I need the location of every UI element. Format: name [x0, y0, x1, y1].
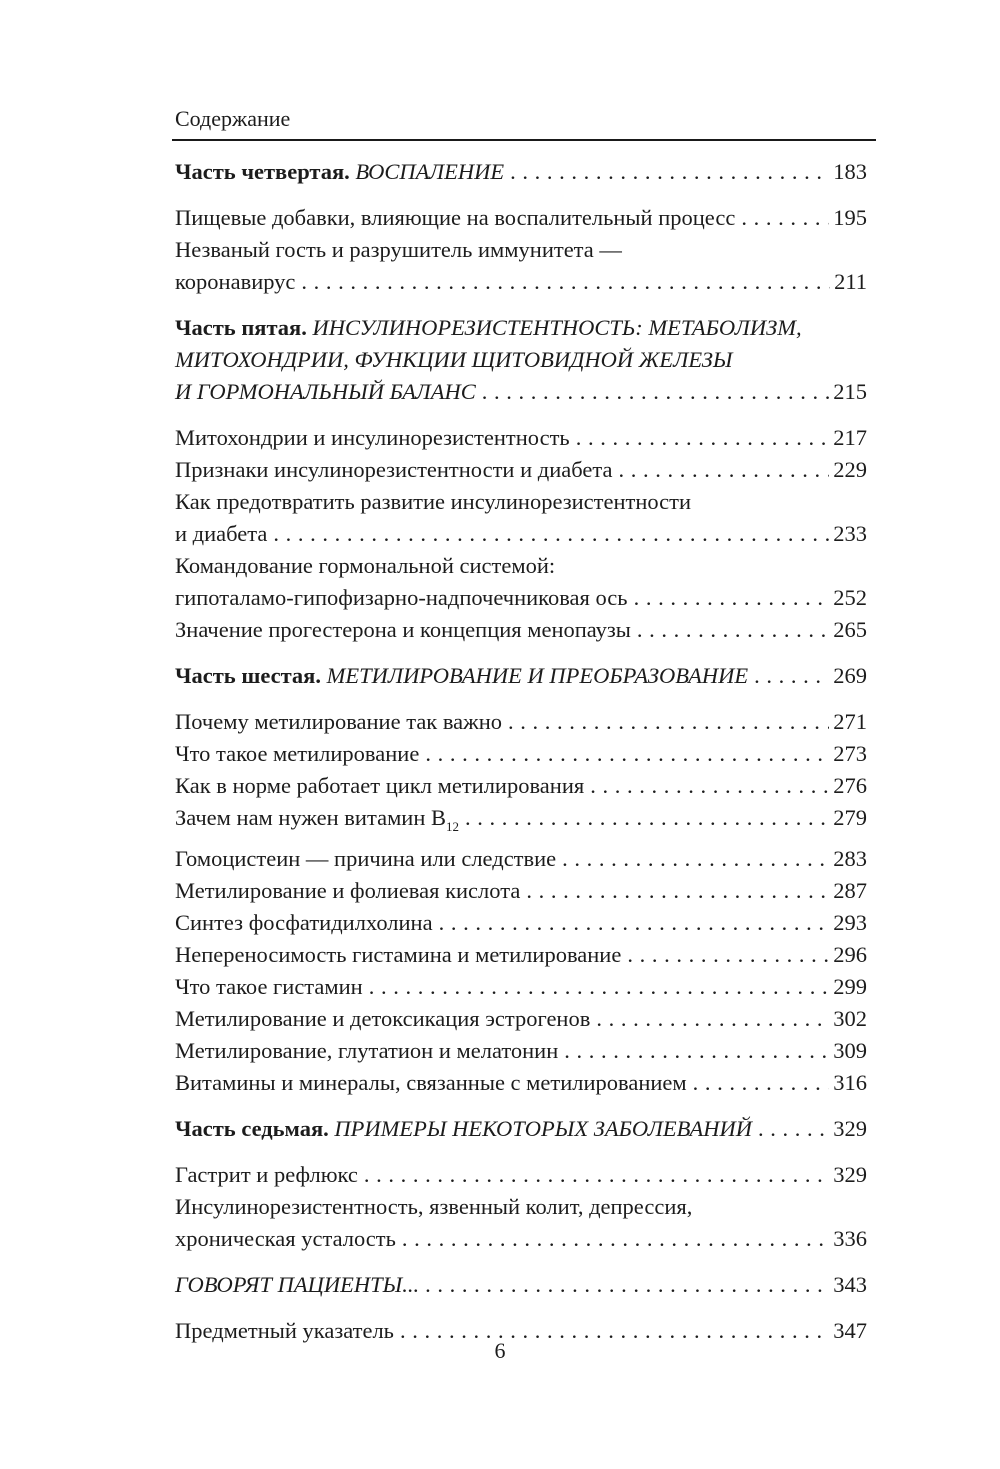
page-ref: 217 [833, 425, 867, 450]
part-title: ВОСПАЛЕНИЕ [355, 159, 505, 184]
part-label: Часть шестая. [175, 663, 321, 688]
leader-dots [687, 1067, 830, 1099]
entry-title: Синтез фосфатидилхолина [175, 910, 433, 935]
page-ref: 287 [833, 878, 867, 903]
leader-dots [433, 907, 830, 939]
leader-dots [396, 1223, 829, 1255]
entry-title-line: гипоталамо-гипофизарно-надпочечниковая ось [175, 585, 628, 610]
toc-entry[interactable] [175, 234, 867, 298]
leader-dots [358, 1159, 829, 1191]
leader-dots [752, 1113, 829, 1145]
page-ref: 336 [833, 1226, 867, 1251]
page-ref: 347 [833, 1318, 867, 1343]
page-ref: 293 [833, 910, 867, 935]
part-title-line: МИТОХОНДРИИ, ФУНКЦИИ ЩИТОВИДНОЙ ЖЕЛЕЗЫ [175, 347, 733, 372]
page-ref: 329 [833, 1116, 867, 1141]
leader-dots [735, 202, 829, 234]
subscript: 12 [446, 819, 460, 834]
page-ref: 229 [833, 457, 867, 482]
entry-title: Метилирование и детоксикация эстрогенов [175, 1006, 591, 1031]
page-ref: 273 [833, 741, 867, 766]
toc-entry[interactable] [175, 202, 867, 234]
entry-title: ГОВОРЯТ ПАЦИЕНТЫ... [175, 1272, 420, 1297]
leader-dots [476, 376, 829, 408]
page-ref: 211 [834, 269, 867, 294]
entry-title: Метилирование и фолиевая кислота [175, 878, 521, 903]
part-title-line: И ГОРМОНАЛЬНЫЙ БАЛАНС [175, 379, 476, 404]
toc-entry[interactable] [175, 486, 867, 550]
toc-part-6[interactable] [175, 660, 867, 692]
part-label: Часть четвертая. [175, 159, 350, 184]
page-ref: 276 [833, 773, 867, 798]
page-ref: 283 [833, 846, 867, 871]
leader-dots [570, 422, 830, 454]
leader-dots [631, 614, 829, 646]
leader-dots [295, 266, 830, 298]
leader-dots [584, 770, 829, 802]
page-ref: 271 [833, 709, 867, 734]
leader-dots [459, 802, 829, 834]
entry-title: Митохондрии и инсулинорезистентность [175, 425, 570, 450]
leader-dots [628, 582, 830, 614]
toc-entry[interactable] [175, 1067, 867, 1099]
entry-title: Значение прогестерона и концепция менопаузы [175, 617, 631, 642]
header-rule [172, 139, 876, 141]
entry-title: Предметный указатель [175, 1318, 394, 1343]
page-ref: 265 [833, 617, 867, 642]
entry-title: Метилирование, глутатион и мелатонин [175, 1038, 559, 1063]
toc-entry[interactable] [175, 614, 867, 646]
toc-entry[interactable] [175, 802, 867, 843]
toc-entry[interactable] [175, 1159, 867, 1191]
toc-entry[interactable] [175, 875, 867, 907]
leader-dots [590, 1003, 829, 1035]
page-ref: 233 [833, 521, 867, 546]
running-head: Содержание [175, 106, 291, 131]
part-title: ПРИМЕРЫ НЕКОТОРЫХ ЗАБОЛЕВАНИЙ [334, 1116, 752, 1141]
leader-dots [419, 738, 829, 770]
toc-entry[interactable] [175, 770, 867, 802]
page-ref: 309 [833, 1038, 867, 1063]
toc-entry-patients[interactable] [175, 1269, 867, 1301]
entry-title: Почему метилирование так важно [175, 709, 503, 734]
entry-title: Что такое метилирование [175, 741, 420, 766]
entry-title-line: коронавирус [175, 269, 296, 294]
page-ref: 279 [833, 805, 867, 830]
entry-title: Признаки инсулинорезистентности и диабета [175, 457, 613, 482]
page-ref: 183 [833, 159, 867, 184]
leader-dots [556, 843, 829, 875]
entry-title: Витамины и минералы, связанные с метилированием [175, 1070, 687, 1095]
page-ref: 316 [833, 1070, 867, 1095]
page-ref: 343 [833, 1272, 867, 1297]
entry-title: Что такое гистамин [175, 974, 363, 999]
toc-entry[interactable] [175, 1035, 867, 1067]
toc-entry[interactable] [175, 738, 867, 770]
entry-title: Гастрит и рефлюкс [175, 1162, 358, 1187]
part-label: Часть пятая. [175, 315, 307, 340]
toc-entry[interactable] [175, 706, 867, 738]
entry-title: Непереносимость гистамина и метилирование [175, 942, 622, 967]
entry-title: Зачем нам нужен витамин B [175, 805, 447, 830]
toc-entry[interactable] [175, 550, 867, 614]
toc-entry[interactable] [175, 907, 867, 939]
toc-entry[interactable] [175, 843, 867, 875]
part-title-line: ИНСУЛИНОРЕЗИСТЕНТНОСТЬ: МЕТАБОЛИЗМ, [312, 315, 802, 340]
leader-dots [502, 706, 829, 738]
entry-title-line: хроническая усталость [175, 1226, 396, 1251]
leader-dots [267, 518, 829, 550]
toc-part-5[interactable] [175, 312, 867, 408]
toc-part-7[interactable] [175, 1113, 867, 1145]
entry-title: Пищевые добавки, влияющие на воспалительный процесс [175, 205, 736, 230]
entry-title-line: и диабета [175, 521, 268, 546]
page-ref: 299 [833, 974, 867, 999]
leader-dots [748, 660, 829, 692]
page-ref: 296 [833, 942, 867, 967]
toc-entry[interactable] [175, 422, 867, 454]
leader-dots [558, 1035, 829, 1067]
leader-dots [612, 454, 829, 486]
toc-entry[interactable] [175, 454, 867, 486]
toc-entry[interactable] [175, 939, 867, 971]
part-label: Часть седьмая. [175, 1116, 329, 1141]
entry-title-line: Незваный гость и разрушитель иммунитета — [175, 237, 622, 262]
toc-entry[interactable] [175, 1191, 867, 1255]
page-ref: 329 [833, 1162, 867, 1187]
leader-dots [520, 875, 829, 907]
page-ref: 215 [833, 379, 867, 404]
leader-dots [363, 971, 830, 1003]
page-ref: 195 [833, 205, 867, 230]
entry-title-line: Командование гормональной системой: [175, 553, 556, 578]
toc-entry[interactable] [175, 971, 867, 1003]
table-of-contents [175, 150, 867, 1347]
leader-dots [419, 1269, 829, 1301]
entry-title-line: Как предотвратить развитие инсулинорезистентности [175, 489, 692, 514]
toc-part-4[interactable] [175, 156, 867, 188]
page-number: 6 [494, 1338, 506, 1363]
toc-entry[interactable] [175, 1003, 867, 1035]
part-title: МЕТИЛИРОВАНИЕ И ПРЕОБРАЗОВАНИЕ [326, 663, 749, 688]
entry-title-line: Инсулинорезистентность, язвенный колит, депрессия, [175, 1194, 693, 1219]
entry-title: Как в норме работает цикл метилирования [175, 773, 585, 798]
entry-title: Гомоцистеин — причина или следствие [175, 846, 557, 871]
page-ref: 269 [833, 663, 867, 688]
page-ref: 252 [833, 585, 867, 610]
page-ref: 302 [833, 1006, 867, 1031]
leader-dots [504, 156, 829, 188]
leader-dots [621, 939, 829, 971]
